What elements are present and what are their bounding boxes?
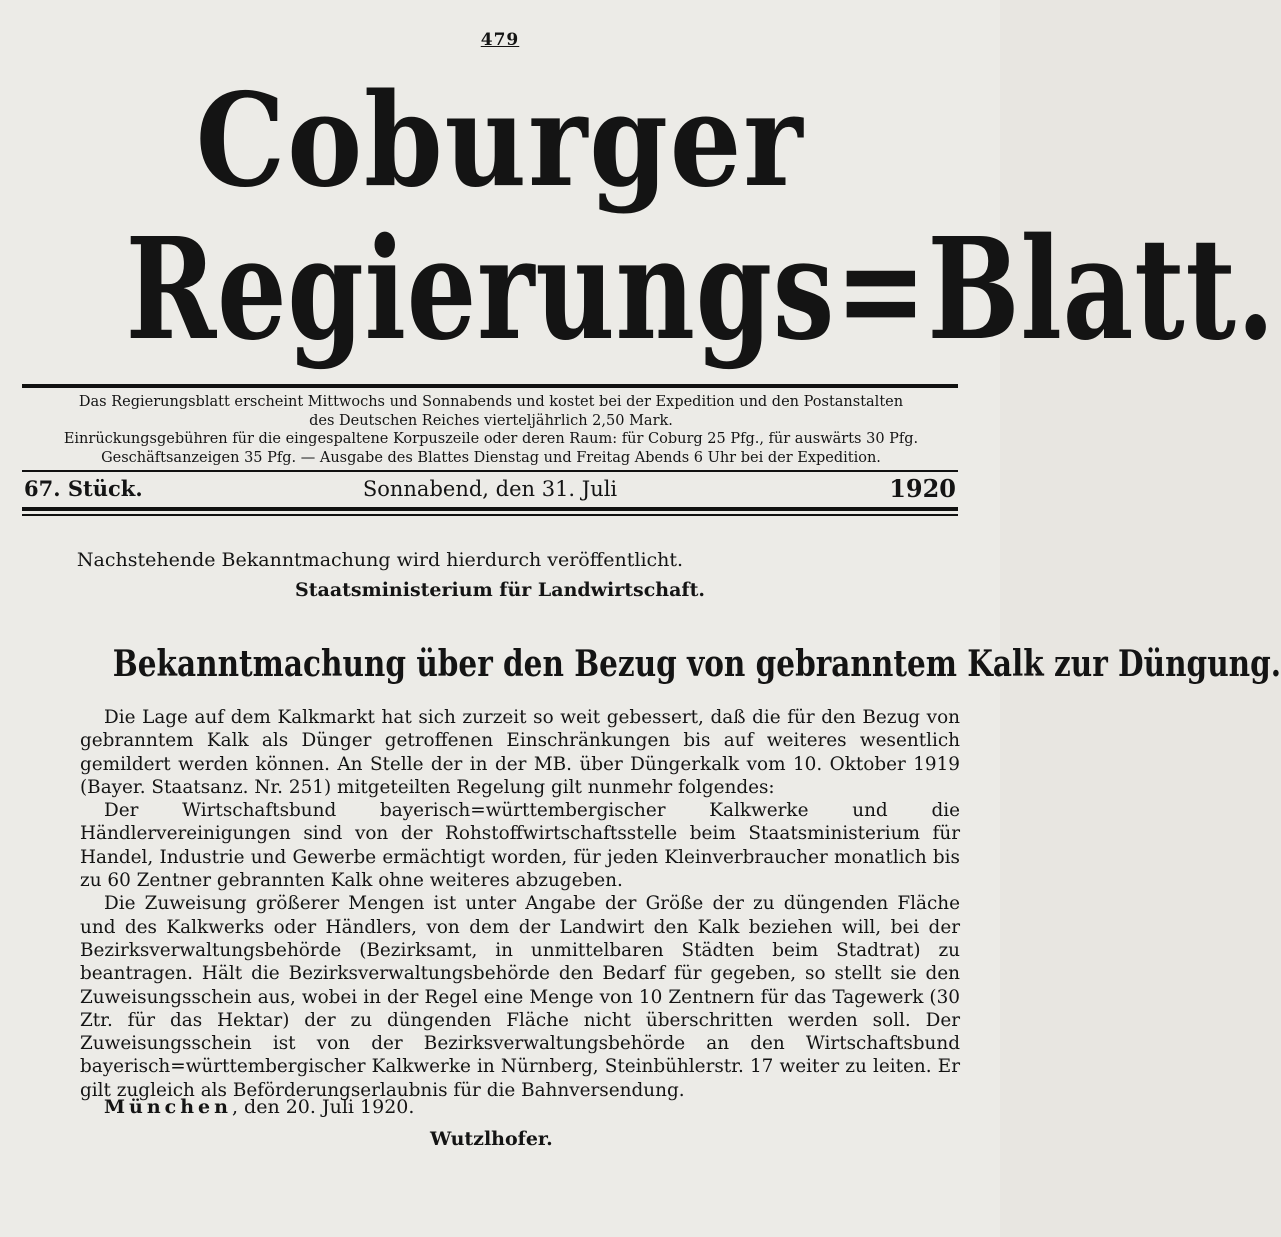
issuing-ministry: Staatsministerium für Landwirtschaft. <box>295 579 705 601</box>
place-name: München <box>104 1096 232 1118</box>
subscription-line: Das Regierungsblatt erscheint Mittwochs und Sonnabends und kostet bei der Expedition und den Postanstalten <box>78 394 904 410</box>
subscription-line: Einrückungsgebühren für die eingespaltene Korpuszeile oder deren Raum: für Coburg 25 Pfg., für auswärts 30 Pfg. <box>63 431 919 447</box>
masthead-title-line1: Coburger <box>195 66 805 216</box>
issue-rule-top <box>22 470 958 472</box>
subscription-line: Geschäftsanzeigen 35 Pfg. — Ausgabe des Blattes Dienstag und Freitag Abends 6 Uhr bei der Expedition. <box>101 449 881 466</box>
issue-date: Sonnabend, den 31. Juli <box>362 477 618 501</box>
announcement-body <box>80 706 960 1102</box>
page-number: 479 <box>480 30 520 50</box>
issue-rule-bottom-thin <box>22 514 958 516</box>
issue-info-row <box>24 474 956 504</box>
issue-rule-bottom <box>22 507 958 511</box>
body-paragraph: Die Lage auf dem Kalkmarkt hat sich zurzeit so weit gebessert, daß die für den Bezug von gebranntem Kalk als Dünger getroffenen Einschränkungen bis auf weiteres wesentlich gemildert werden können. An Stelle der in der MB. über Düngerkalk vom 10. Oktober 1919 (Bayer. Staatsanz. Nr. 251) mitgeteilten Regelung gilt nunmehr folgendes: <box>80 707 960 798</box>
intro-line: Nachstehende Bekanntmachung wird hierdurch veröffentlicht. <box>76 549 684 571</box>
body-paragraph: Die Zuweisung größerer Mengen ist unter Angabe der Größe der zu düngenden Fläche und des Kalkwerks oder Händlers, von dem der Landwirt den Kalk beziehen will, bei der Bezirksverwaltungsbehörde (Bezirksamt, in unmittelbaren Städten beim Stadtrat) zu beantragen. Hält die Bezirksverwaltungsbehörde den Bedarf für gegeben, so stellt sie den Zuweisungsschein aus, wobei in der Regel eine Menge von 10 Zentnern für das Tagewerk (30 Ztr. für das Hektar) der zu düngenden Fläche nicht überschritten werden soll. Der Zuweisungsschein ist von der Bezirksverwaltungsbehörde an den Wirtschaftsbund bayerisch=württembergischer Kalkwerke in Nürnberg, Steinbühlerstr. 17 weiter zu leiten. Er gilt zugleich als Beförderungserlaubnis für die Bahnversendung. <box>80 893 960 1101</box>
masthead-title-line2: Regierungs=Blatt. <box>125 208 1276 372</box>
masthead-rule-top <box>22 384 958 388</box>
subscription-line: des Deutschen Reiches vierteljährlich 2,50 Mark. <box>309 412 673 429</box>
place-date-line <box>104 1095 414 1119</box>
issue-number: 67. Stück. <box>24 476 143 501</box>
signature-name: Wutzlhofer. <box>430 1128 553 1150</box>
closing-date: , den 20. Juli 1920. <box>231 1096 415 1118</box>
body-paragraph: Der Wirtschaftsbund bayerisch=württembergischer Kalkwerke und die Händlervereinigungen sind von der Rohstoffwirtschaftsstelle beim Staatsministerium für Handel, Industrie und Gewerbe ermächtigt worden, für jeden Kleinverbraucher monatlich bis zu 60 Zentner gebrannten Kalk ohne weiteres abzugeben. <box>80 800 960 892</box>
issue-year: 1920 <box>889 474 956 503</box>
subscription-info <box>24 393 958 467</box>
announcement-headline: Bekanntmachung über den Bezug von gebranntem Kalk zur Düngung. <box>112 643 1281 685</box>
